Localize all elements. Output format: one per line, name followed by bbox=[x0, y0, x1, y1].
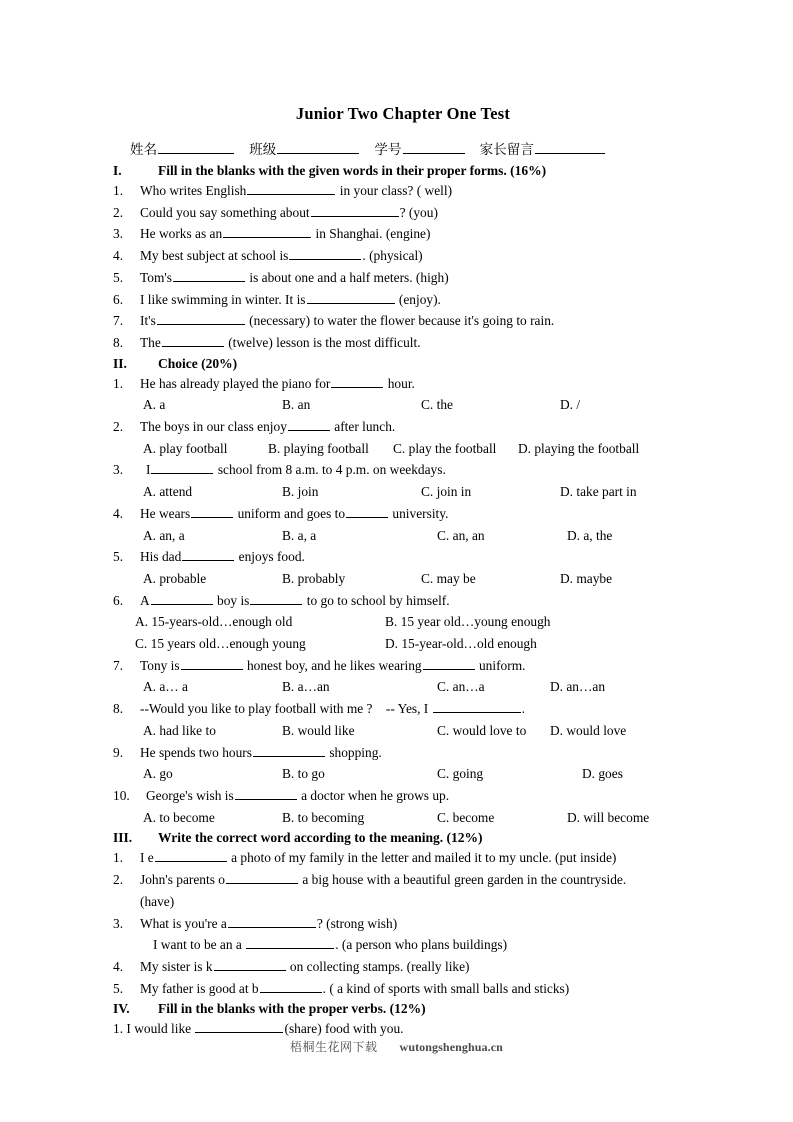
question-row bbox=[113, 590, 683, 612]
section-numeral-1: I. bbox=[113, 163, 122, 178]
question-number: 10. bbox=[113, 787, 130, 803]
answer-blank[interactable] bbox=[223, 226, 311, 238]
field-name-label: 姓名 bbox=[130, 142, 158, 157]
question-row bbox=[113, 289, 683, 311]
answer-blank[interactable] bbox=[331, 376, 383, 388]
section-title-3: Write the correct word according to the meaning. (12%) bbox=[158, 830, 483, 846]
question-suffix: school from 8 a.m. to 4 p.m. on weekdays. bbox=[217, 462, 446, 478]
question-text bbox=[140, 180, 683, 202]
question-text bbox=[140, 847, 683, 869]
question-row bbox=[113, 785, 683, 807]
question-text bbox=[146, 459, 683, 481]
options-row bbox=[113, 763, 683, 785]
question-suffix: after lunch. bbox=[334, 419, 396, 435]
question-text bbox=[146, 785, 683, 807]
answer-blank-2[interactable] bbox=[346, 506, 388, 518]
question-row bbox=[113, 332, 683, 354]
question-prefix: My father is good at b bbox=[140, 980, 259, 996]
question-text bbox=[113, 1018, 683, 1040]
question-sub-line bbox=[113, 934, 683, 956]
option-d[interactable]: D. will become bbox=[567, 809, 650, 825]
document-content bbox=[113, 104, 683, 1040]
question-row bbox=[113, 373, 683, 395]
answer-blank[interactable] bbox=[246, 937, 334, 949]
field-class-blank[interactable] bbox=[277, 141, 359, 154]
question-number: 1. bbox=[113, 850, 124, 866]
question-row bbox=[113, 913, 683, 935]
sub-line-suffix: . (a person who plans buildings) bbox=[335, 937, 508, 953]
question-suffix: a photo of my family in the letter and mailed it to my uncle. (put inside) bbox=[231, 850, 617, 866]
question-text bbox=[140, 245, 683, 267]
question-row bbox=[113, 310, 683, 332]
question-suffix: a big house with a beautiful green garden in the countryside. bbox=[302, 872, 627, 888]
question-row bbox=[113, 245, 683, 267]
question-prefix: --Would you like to play football with me ? bbox=[140, 701, 373, 717]
options-row bbox=[113, 438, 683, 460]
question-prefix: What is you're a bbox=[140, 915, 227, 931]
question-number: 4. bbox=[113, 505, 124, 521]
option-d[interactable]: D. would love bbox=[550, 722, 627, 738]
option-b[interactable]: B. 15 year old…young enough bbox=[385, 614, 551, 630]
options-row bbox=[113, 394, 683, 416]
sub-line-prefix: I want to be an a bbox=[153, 937, 242, 953]
question-suffix: . bbox=[521, 701, 525, 717]
student-identity-line bbox=[113, 138, 683, 158]
option-b[interactable]: B. an bbox=[282, 397, 311, 413]
question-suffix: ? (strong wish) bbox=[316, 915, 398, 931]
answer-blank[interactable] bbox=[307, 292, 395, 304]
question-middle: -- Yes, I bbox=[385, 701, 429, 717]
question-prefix: My best subject at school is bbox=[140, 248, 289, 264]
option-b[interactable]: B. a…an bbox=[282, 679, 330, 695]
question-text bbox=[140, 698, 683, 720]
answer-blank[interactable] bbox=[173, 270, 245, 282]
question-suffix: in Shanghai. (engine) bbox=[315, 226, 431, 242]
question-prefix: John's parents o bbox=[140, 872, 225, 888]
section-heading-3 bbox=[113, 830, 683, 846]
option-a[interactable]: A. an, a bbox=[143, 527, 185, 543]
option-d[interactable]: D. maybe bbox=[560, 570, 613, 586]
question-prefix: He has already played the piano for bbox=[140, 375, 331, 391]
question-text bbox=[140, 655, 683, 677]
option-c[interactable]: C. the bbox=[421, 397, 453, 413]
question-middle: uniform and goes to bbox=[237, 505, 346, 521]
option-c[interactable]: C. would love to bbox=[437, 722, 527, 738]
answer-blank[interactable] bbox=[155, 850, 227, 862]
option-d[interactable]: D. goes bbox=[582, 766, 623, 782]
answer-blank[interactable] bbox=[182, 549, 234, 561]
footer-watermark bbox=[0, 1038, 793, 1055]
question-number: 3. bbox=[113, 915, 124, 931]
question-row bbox=[113, 742, 683, 764]
question-text bbox=[140, 503, 683, 525]
question-text bbox=[140, 373, 683, 395]
question-text bbox=[140, 332, 683, 354]
question-prefix: His dad bbox=[140, 549, 182, 565]
field-student-id bbox=[374, 142, 465, 157]
question-prefix: He works as an bbox=[140, 226, 223, 242]
question-continuation: (have) bbox=[140, 893, 175, 909]
question-text bbox=[140, 956, 683, 978]
question-prefix: I bbox=[146, 462, 151, 478]
question-prefix: He wears bbox=[140, 505, 191, 521]
answer-blank[interactable] bbox=[151, 462, 213, 474]
question-text bbox=[140, 310, 683, 332]
question-suffix: in your class? ( well) bbox=[339, 183, 453, 198]
answer-blank[interactable] bbox=[162, 335, 224, 347]
question-prefix: The boys in our class enjoy bbox=[140, 419, 287, 435]
question-row bbox=[113, 978, 683, 1000]
answer-blank[interactable] bbox=[195, 1021, 283, 1033]
question-row bbox=[113, 869, 683, 891]
answer-blank-2[interactable] bbox=[423, 658, 475, 670]
answer-blank[interactable] bbox=[226, 872, 298, 884]
page-title: Junior Two Chapter One Test bbox=[295, 104, 511, 123]
question-number: 1. bbox=[113, 375, 124, 391]
question-prefix: The bbox=[140, 334, 161, 350]
option-c[interactable]: C. an, an bbox=[437, 527, 485, 543]
option-a[interactable]: A. a bbox=[143, 397, 166, 413]
option-a[interactable]: A. to become bbox=[143, 809, 215, 825]
option-d[interactable]: D. / bbox=[560, 397, 581, 413]
options-row bbox=[113, 568, 683, 590]
question-row bbox=[113, 698, 683, 720]
option-c[interactable]: C. join in bbox=[421, 484, 472, 500]
question-suffix: uniform. bbox=[478, 657, 526, 673]
answer-blank[interactable] bbox=[214, 959, 286, 971]
option-b[interactable]: B. to becoming bbox=[282, 809, 365, 825]
option-a[interactable]: A. play football bbox=[143, 440, 228, 456]
option-c[interactable]: C. going bbox=[437, 766, 484, 782]
options-row bbox=[113, 481, 683, 503]
option-c[interactable]: C. an…a bbox=[437, 679, 485, 695]
question-number: 7. bbox=[113, 313, 124, 329]
question-suffix: university. bbox=[392, 505, 449, 521]
question-row bbox=[113, 503, 683, 525]
question-prefix: Tom's bbox=[140, 269, 172, 285]
answer-blank[interactable] bbox=[260, 981, 322, 993]
answer-blank-2[interactable] bbox=[250, 593, 302, 605]
field-parent-comment bbox=[480, 142, 606, 157]
question-suffix: is about one and a half meters. (high) bbox=[249, 269, 449, 285]
option-c[interactable]: C. become bbox=[437, 809, 495, 825]
answer-blank[interactable] bbox=[289, 248, 361, 260]
field-name-blank[interactable] bbox=[158, 141, 234, 154]
question-suffix: hour. bbox=[387, 375, 415, 391]
question-row bbox=[113, 847, 683, 869]
question-prefix: Could you say something about bbox=[140, 204, 310, 220]
options-row bbox=[113, 807, 683, 829]
question-number: 5. bbox=[113, 269, 124, 285]
question-row bbox=[113, 180, 683, 202]
question-row bbox=[113, 1018, 683, 1040]
answer-blank[interactable] bbox=[247, 183, 335, 195]
options-row bbox=[113, 525, 683, 547]
question-number: 1. bbox=[113, 1021, 124, 1037]
question-prefix: I like swimming in winter. It is bbox=[140, 291, 306, 307]
question-suffix: . (physical) bbox=[362, 248, 423, 264]
option-b[interactable]: B. probably bbox=[282, 570, 346, 586]
answer-blank[interactable] bbox=[157, 313, 245, 325]
question-suffix: (twelve) lesson is the most difficult. bbox=[228, 334, 421, 350]
option-b[interactable]: B. to go bbox=[282, 766, 325, 782]
question-prefix: My sister is k bbox=[140, 958, 213, 974]
answer-blank[interactable] bbox=[288, 419, 330, 431]
answer-blank[interactable] bbox=[191, 506, 233, 518]
section-numeral-4: IV. bbox=[113, 1001, 130, 1017]
question-number: 4. bbox=[113, 248, 124, 264]
question-text bbox=[140, 869, 683, 891]
question-text bbox=[140, 978, 683, 1000]
options-row bbox=[113, 633, 683, 655]
question-row bbox=[113, 655, 683, 677]
question-prefix: George's wish is bbox=[146, 787, 234, 803]
question-suffix: (enjoy). bbox=[398, 291, 441, 307]
answer-blank[interactable] bbox=[311, 205, 399, 217]
question-suffix: to go to school by himself. bbox=[306, 592, 450, 608]
option-d[interactable]: D. a, the bbox=[567, 527, 613, 543]
option-b[interactable]: B. join bbox=[282, 484, 319, 500]
question-text bbox=[140, 913, 683, 935]
question-suffix: enjoys food. bbox=[238, 549, 305, 565]
field-parent-comment-label: 家长留言 bbox=[479, 142, 535, 157]
question-number: 3. bbox=[113, 226, 124, 242]
question-prefix: I would like bbox=[126, 1021, 192, 1037]
option-b[interactable]: B. a, a bbox=[282, 527, 317, 543]
question-middle: boy is bbox=[217, 592, 250, 608]
question-text bbox=[140, 416, 683, 438]
question-number: 5. bbox=[113, 980, 124, 996]
question-number: 6. bbox=[113, 592, 124, 608]
question-text bbox=[140, 202, 683, 224]
question-suffix: (share) food with you. bbox=[284, 1021, 404, 1037]
options-row bbox=[113, 720, 683, 742]
answer-blank[interactable] bbox=[228, 916, 316, 928]
section-title-2: Choice (20%) bbox=[158, 355, 238, 371]
question-number: 2. bbox=[113, 872, 124, 888]
question-prefix: He spends two hours bbox=[140, 744, 252, 760]
question-number: 3. bbox=[113, 462, 124, 478]
question-row bbox=[113, 223, 683, 245]
question-text bbox=[140, 590, 683, 612]
option-a[interactable]: A. a… a bbox=[143, 679, 188, 695]
question-number: 6. bbox=[113, 291, 124, 307]
question-prefix: Who writes English bbox=[140, 183, 247, 198]
section-heading-2 bbox=[113, 356, 683, 372]
option-b[interactable]: B. playing football bbox=[268, 440, 369, 456]
section-numeral-2: II. bbox=[113, 355, 127, 371]
question-text bbox=[140, 742, 683, 764]
section-heading-1 bbox=[113, 163, 683, 179]
question-text bbox=[140, 289, 683, 311]
question-number: 1. bbox=[113, 183, 124, 198]
option-c[interactable]: C. play the football bbox=[393, 440, 497, 456]
option-a[interactable]: A. attend bbox=[143, 484, 193, 500]
option-d[interactable]: D. an…an bbox=[550, 679, 606, 695]
answer-blank[interactable] bbox=[151, 593, 213, 605]
option-c[interactable]: C. may be bbox=[421, 570, 476, 586]
option-a[interactable]: A. probable bbox=[143, 570, 207, 586]
question-middle: honest boy, and he likes wearing bbox=[246, 657, 422, 673]
question-row bbox=[113, 546, 683, 568]
question-suffix: . ( a kind of sports with small balls and sticks) bbox=[322, 980, 570, 996]
question-row bbox=[113, 267, 683, 289]
section-heading-4 bbox=[113, 1001, 683, 1017]
answer-blank[interactable] bbox=[433, 701, 521, 713]
answer-blank[interactable] bbox=[253, 745, 325, 757]
question-suffix: shopping. bbox=[329, 744, 382, 760]
question-number: 8. bbox=[113, 701, 124, 717]
question-suffix: on collecting stamps. (really like) bbox=[289, 958, 470, 974]
section-title-1: Fill in the blanks with the given words in their proper forms. (16%) bbox=[158, 163, 547, 178]
question-row bbox=[113, 202, 683, 224]
option-d[interactable]: D. take part in bbox=[560, 484, 637, 500]
option-d[interactable]: D. playing the football bbox=[518, 440, 640, 456]
options-row bbox=[113, 676, 683, 698]
section-title-4: Fill in the blanks with the proper verbs. (12%) bbox=[158, 1001, 426, 1017]
option-a[interactable]: A. had like to bbox=[143, 722, 216, 738]
question-suffix: ? (you) bbox=[399, 204, 438, 220]
question-number: 4. bbox=[113, 958, 124, 974]
question-suffix: a doctor when he grows up. bbox=[301, 787, 450, 803]
footer-chinese-text: 梧桐生花网下载 bbox=[290, 1040, 378, 1054]
field-student-id-label: 学号 bbox=[374, 142, 402, 157]
field-name bbox=[130, 142, 235, 157]
question-row bbox=[113, 956, 683, 978]
answer-blank[interactable] bbox=[181, 658, 243, 670]
question-prefix: I e bbox=[140, 850, 154, 866]
question-text bbox=[140, 546, 683, 568]
question-suffix: (necessary) to water the flower because it's going to rain. bbox=[249, 313, 555, 329]
question-number: 5. bbox=[113, 549, 124, 565]
answer-blank[interactable] bbox=[235, 788, 297, 800]
option-a[interactable]: A. 15-years-old…enough old bbox=[135, 614, 293, 630]
question-text bbox=[140, 223, 683, 245]
question-prefix: A bbox=[140, 592, 150, 608]
field-class-label: 班级 bbox=[249, 142, 277, 157]
question-prefix: It's bbox=[140, 313, 156, 329]
question-number: 2. bbox=[113, 204, 124, 220]
question-text bbox=[140, 267, 683, 289]
options-row bbox=[113, 611, 683, 633]
option-d[interactable]: D. 15-year-old…old enough bbox=[385, 636, 537, 652]
question-number: 9. bbox=[113, 744, 124, 760]
option-a[interactable]: A. go bbox=[143, 766, 173, 782]
question-prefix: Tony is bbox=[140, 657, 180, 673]
question-row bbox=[113, 416, 683, 438]
section-numeral-3: III. bbox=[113, 830, 133, 846]
field-student-id-blank[interactable] bbox=[403, 141, 465, 154]
question-number: 7. bbox=[113, 657, 124, 673]
field-parent-comment-blank[interactable] bbox=[535, 141, 605, 154]
question-row bbox=[113, 459, 683, 481]
field-class bbox=[249, 142, 360, 157]
footer-url: wutongshenghua.cn bbox=[399, 1040, 503, 1054]
question-number: 2. bbox=[113, 419, 124, 435]
question-number: 8. bbox=[113, 334, 124, 350]
option-b[interactable]: B. would like bbox=[282, 722, 355, 738]
option-c[interactable]: C. 15 years old…enough young bbox=[135, 636, 306, 652]
